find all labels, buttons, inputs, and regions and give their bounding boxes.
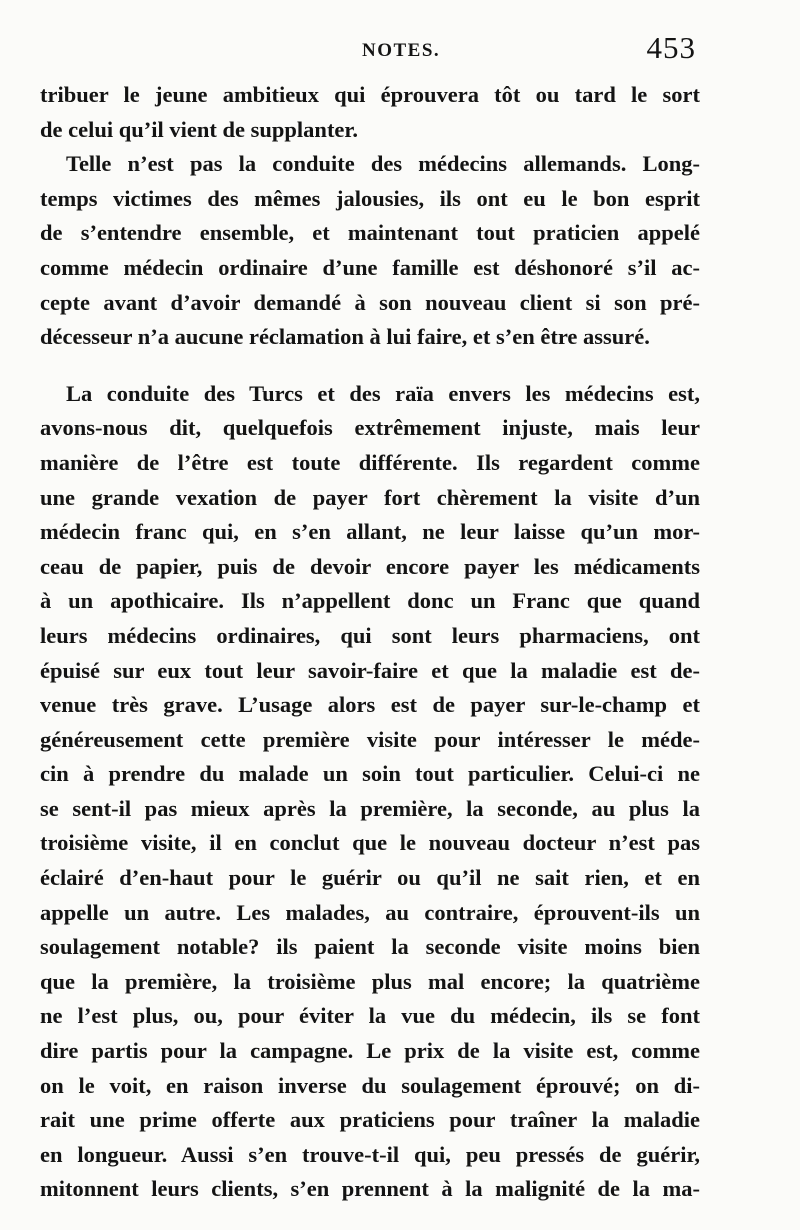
text-line: Telle n’est pas la conduite des médecins allemands. Long-	[66, 151, 700, 177]
text-line: leurs médecins ordinaires, qui sont leurs pharmaciens, ont	[40, 622, 700, 648]
text-line: décesseur n’a aucune réclamation à lui faire, et s’en être assuré.	[40, 324, 650, 350]
paragraph-gap	[40, 355, 700, 377]
text-line: ne l’est plus, ou, pour éviter la vue du médecin, ils se font	[40, 1003, 700, 1029]
text-line: soulagement notable? ils paient la seconde visite moins bien	[40, 934, 700, 960]
text-line: dire partis pour la campagne. Le prix de la visite est, comme	[40, 1038, 700, 1064]
text-line: généreusement cette première visite pour intéresser le méde-	[40, 726, 700, 752]
text-line: ceau de papier, puis de devoir encore payer les médicaments	[40, 553, 700, 579]
text-line: venue très grave. L’usage alors est de payer sur-le-champ et	[40, 692, 700, 718]
text-line: rait une prime offerte aux praticiens pour traîner la maladie	[40, 1107, 700, 1133]
text-line: épuisé sur eux tout leur savoir-faire et que la maladie est de-	[40, 657, 700, 683]
page-header	[40, 30, 700, 70]
body-text	[40, 78, 700, 1207]
text-line: de s’entendre ensemble, et maintenant tout praticien appelé	[40, 220, 700, 246]
text-line: éclairé d’en-haut pour le guérir ou qu’il ne sait rien, et en	[40, 865, 700, 891]
paragraph	[40, 377, 700, 1207]
text-line: comme médecin ordinaire d’une famille est déshonoré s’il ac-	[40, 254, 700, 280]
text-line: une grande vexation de payer fort chèrement la visite d’un	[40, 484, 700, 510]
text-line: troisième visite, il en conclut que le nouveau docteur n’est pas	[40, 830, 700, 856]
text-line: mitonnent leurs clients, s’en prennent à la malignité de la ma-	[40, 1176, 700, 1202]
text-line: appelle un autre. Les malades, au contraire, éprouvent-ils un	[40, 899, 700, 925]
running-head: NOTES.	[362, 40, 441, 61]
page-number: 453	[646, 30, 696, 65]
text-line: cin à prendre du malade un soin tout particulier. Celui-ci ne	[40, 761, 700, 787]
text-line: en longueur. Aussi s’en trouve-t-il qui, peu pressés de guérir,	[40, 1141, 700, 1167]
text-line: manière de l’être est toute différente. Ils regardent comme	[40, 449, 700, 475]
text-line: à un apothicaire. Ils n’appellent donc un Franc que quand	[40, 588, 700, 614]
paragraph	[40, 147, 700, 355]
text-line: médecin franc qui, en s’en allant, ne leur laisse qu’un mor-	[40, 519, 700, 545]
text-line: que la première, la troisième plus mal encore; la quatrième	[40, 968, 700, 994]
text-line: cepte avant d’avoir demandé à son nouveau client si son pré-	[40, 289, 700, 315]
text-line: on le voit, en raison inverse du soulagement éprouvé; on di-	[40, 1072, 700, 1098]
text-line: se sent-il pas mieux après la première, la seconde, au plus la	[40, 795, 700, 821]
text-line: temps victimes des mêmes jalousies, ils ont eu le bon esprit	[40, 185, 700, 211]
text-line: tribuer le jeune ambitieux qui éprouvera tôt ou tard le sort	[40, 82, 700, 107]
text-line: avons-nous dit, quelquefois extrêmement injuste, mais leur	[40, 415, 700, 441]
text-line: La conduite des Turcs et des raïa envers les médecins est,	[66, 380, 700, 406]
text-line: de celui qu’il vient de supplanter.	[40, 116, 358, 142]
paragraph	[40, 78, 700, 147]
